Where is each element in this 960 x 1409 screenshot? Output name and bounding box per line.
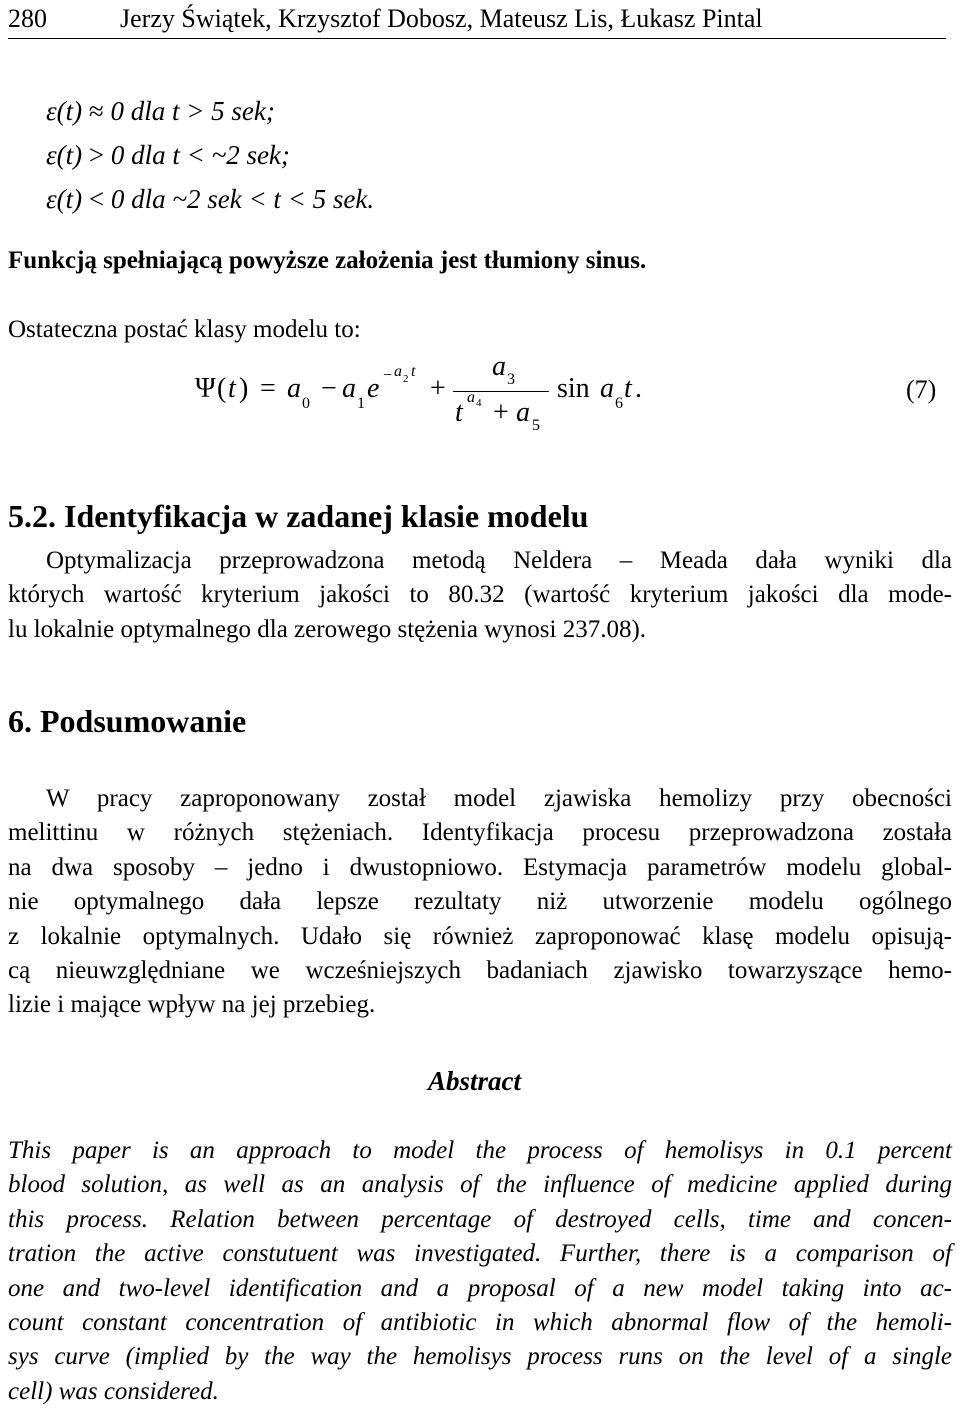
- eq-dot: .: [635, 373, 642, 404]
- running-header: [8, 4, 946, 39]
- eq-exp-sub: 2: [403, 373, 409, 385]
- condition-2: [46, 140, 290, 171]
- eq-sub: 5: [532, 417, 540, 434]
- condition-relation: <: [88, 184, 105, 214]
- eq-plus: +: [493, 397, 509, 428]
- abstract-body: [8, 1134, 952, 1409]
- eq-t: t: [455, 397, 463, 428]
- eq-sub: 1: [357, 395, 365, 412]
- eq-equals: =: [260, 373, 276, 404]
- text-line: sys curve (implied by the way the hemolisys process runs on the level of a single: [8, 1343, 952, 1371]
- equation-number: (7): [906, 375, 937, 404]
- text-line: nie optymalnego dała lepsze rezultaty niż utworzenie modelu ogólnego: [8, 888, 952, 916]
- text-line: z lokalnie optymalnych. Udało się również zaproponować klasę modelu opisują-: [8, 922, 952, 950]
- text-line: których wartość kryterium jakości to 80.32 (wartość kryterium jakości dla mode-: [8, 581, 952, 609]
- condition-relation: ≈: [88, 96, 104, 126]
- text-line: count constant concentration of antibiotic in which abnormal flow of the hemoli-: [8, 1309, 952, 1337]
- eq-a: a: [287, 373, 301, 404]
- eq-rparen: ): [239, 373, 249, 404]
- eq-a: a: [342, 373, 356, 404]
- condition-3: [46, 184, 374, 215]
- page-number: 280: [8, 4, 47, 33]
- eq-exp-a: a: [467, 389, 475, 406]
- eq-t: t: [624, 373, 632, 404]
- model-intro: Ostateczna postać klasy modelu to:: [8, 316, 361, 343]
- condition-rhs: 0 dla t > 5 sek;: [110, 96, 275, 126]
- text-line: cell) was considered.: [8, 1377, 219, 1405]
- text-line: this process. Relation between percentage of destroyed cells, time and concen-: [8, 1205, 952, 1233]
- eq-exp-minus: −: [383, 367, 393, 384]
- eq-lparen: (: [217, 373, 227, 404]
- section-5-2-body: [8, 544, 952, 647]
- text-line: tration the active constutuent was investigated. Further, there is a comparison of: [8, 1240, 952, 1268]
- psi-symbol: Ψ: [195, 373, 216, 404]
- eq-sub: 0: [302, 395, 310, 412]
- model-equation: [195, 351, 642, 437]
- text-line: This paper is an approach to model the process of hemolisys in 0.1 percent: [8, 1137, 952, 1164]
- condition-lhs: ε(t): [46, 140, 83, 170]
- condition-lhs: ε(t): [46, 184, 83, 214]
- eq-a: a: [492, 351, 506, 382]
- text-line: lu lokalnie optymalnego dla zerowego stężenia wynosi 237.08).: [8, 615, 647, 643]
- condition-rhs: 0 dla t < ~2 sek;: [110, 140, 290, 170]
- section-5-2-title: 5.2. Identyfikacja w zadanej klasie modelu: [8, 498, 589, 534]
- header-authors: Jerzy Świątek, Krzysztof Dobosz, Mateusz Lis, Łukasz Pintal: [120, 4, 763, 33]
- text-line: W pracy zaproponowany został model zjawiska hemolizy przy obecności: [46, 785, 952, 812]
- bold-statement: Funkcją spełniającą powyższe założenia jest tłumiony sinus.: [8, 247, 647, 274]
- eq-e: e: [367, 373, 380, 404]
- eq-t: t: [228, 373, 236, 404]
- eq-plus: +: [430, 373, 446, 404]
- condition-lhs: ε(t): [46, 96, 83, 126]
- eq-a: a: [600, 373, 614, 404]
- section-6-title: 6. Podsumowanie: [8, 703, 247, 739]
- eq-exp-a: a: [394, 363, 402, 380]
- condition-rhs: 0 dla ~2 sek < t < 5 sek.: [110, 184, 375, 214]
- abstract-title: Abstract: [428, 1066, 522, 1096]
- condition-relation: >: [88, 140, 105, 170]
- eq-exp-t: t: [411, 363, 416, 380]
- text-line: melittinu w różnych stężeniach. Identyfikacja procesu przeprowadzona została: [8, 819, 952, 847]
- eq-sub: 6: [615, 395, 623, 412]
- text-line: lizie i mające wpływ na jej przebieg.: [8, 991, 376, 1019]
- eq-sub: 3: [507, 371, 515, 388]
- eq-exp-sub: 4: [476, 397, 482, 409]
- text-line: na dwa sposoby – jedno i dwustopniowo. Estymacja parametrów modelu global-: [8, 853, 952, 881]
- text-line: Optymalizacja przeprowadzona metodą Neldera – Meada dała wyniki dla: [46, 547, 952, 574]
- eq-minus: −: [321, 373, 337, 404]
- text-line: one and two-level identification and a proposal of a new model taking into ac-: [8, 1274, 952, 1302]
- eq-a: a: [516, 397, 530, 428]
- section-6-body: [8, 782, 952, 1023]
- text-line: cą nieuwzględniane we wcześniejszych badaniach zjawisko towarzyszące hemo-: [8, 957, 952, 985]
- condition-1: [46, 96, 275, 127]
- eq-sin: sin: [557, 373, 590, 404]
- text-line: blood solution, as well as an analysis of the influence of medicine applied during: [8, 1171, 952, 1199]
